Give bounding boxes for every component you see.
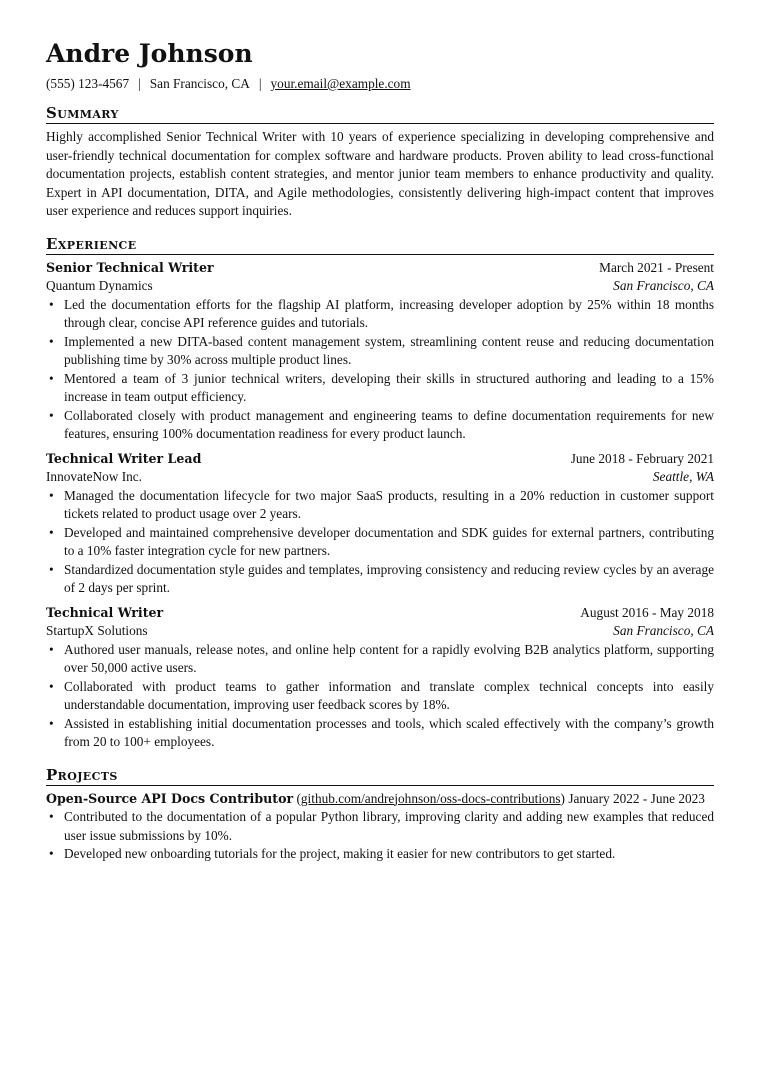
job-role: Technical Writer (46, 604, 164, 620)
contact-separator: | (138, 76, 141, 91)
project-header: Open-Source API Docs Contributor (github.com/andrejohnson/oss-docs-contributions) January 2022 - June 2023 (46, 790, 705, 806)
email-link[interactable]: your.email@example.com (270, 76, 411, 91)
resume-page (46, 40, 714, 864)
bullet-item: • Implemented a new DITA-based content management system, streamlining content reuse and reducing documentation publishing time by 30% across multiple product lines. (46, 333, 714, 370)
job-bullets (46, 487, 714, 598)
job-location: Seattle, WA (652, 469, 714, 484)
job-dates: August 2016 - May 2018 (580, 604, 714, 620)
contact-location: San Francisco, CA (149, 76, 250, 91)
bullet-item: • Authored user manuals, release notes, and online help content for a rapidly evolving B2B analytics platform, supporting over 50,000 active users. (46, 641, 714, 678)
job-entry (46, 604, 714, 752)
bullet-item: • Collaborated closely with product management and engineering teams to define documentation requirements for new features, ensuring 100% documentation readiness for every product launch. (46, 407, 714, 444)
job-location: San Francisco, CA (613, 623, 714, 638)
job-company: InnovateNow Inc. (46, 469, 142, 484)
job-company: Quantum Dynamics (46, 278, 153, 293)
bullet-item: • Managed the documentation lifecycle for two major SaaS products, resulting in a 20% reduction in customer support tickets related to product usage over 2 years. (46, 487, 714, 524)
summary-heading: Summary (46, 105, 714, 124)
summary-text: Highly accomplished Senior Technical Writer with 10 years of experience specializing in developing comprehensive and user-friendly technical documentation for complex software and hardware products. Proven ability to lead cross-functional documentation projects, establish content strategies, and mentor junior team members to enhance productivity and quality. Expert in API documentation, DITA, and Agile methodologies, consistently delivering high-impact content that improves user experience and reduces support inquiries. (46, 129, 714, 218)
contact-line (46, 75, 714, 93)
project-name: Open-Source API Docs Contributor (46, 790, 294, 806)
job-role: Senior Technical Writer (46, 259, 214, 275)
candidate-name: Andre Johnson (46, 39, 253, 68)
bullet-item: • Developed new onboarding tutorials for the project, making it easier for new contributors to get started. (46, 845, 714, 864)
project-bullets (46, 808, 714, 864)
bullet-item: • Led the documentation efforts for the flagship AI platform, increasing developer adoption by 25% within 18 months through clear, concise API reference guides and tutorials. (46, 296, 714, 333)
job-dates: June 2018 - February 2021 (570, 450, 714, 466)
job-location: San Francisco, CA (613, 278, 714, 293)
job-bullets (46, 296, 714, 444)
job-company: StartupX Solutions (46, 623, 148, 638)
job-entry (46, 259, 714, 444)
bullet-item: • Standardized documentation style guides and templates, improving consistency and reducing review cycles by an average of 2 days per sprint. (46, 561, 714, 598)
job-bullets (46, 641, 714, 752)
experience-heading: Experience (46, 236, 714, 255)
project-dates: January 2022 - June 2023 (568, 790, 705, 806)
job-entry (46, 450, 714, 598)
job-role: Technical Writer Lead (46, 450, 202, 466)
bullet-item: • Developed and maintained comprehensive developer documentation and SDK guides for external partners, contributing to a 10% faster integration cycle for new partners. (46, 524, 714, 561)
phone-number: (555) 123-4567 (46, 76, 130, 91)
project-link[interactable]: github.com/andrejohnson/oss-docs-contributions (300, 790, 561, 806)
projects-heading: Projects (46, 767, 714, 786)
job-dates: March 2021 - Present (599, 259, 714, 275)
contact-separator: | (258, 76, 262, 91)
bullet-item: • Contributed to the documentation of a popular Python library, improving clarity and adding new examples that reduced user issue submissions by 10%. (46, 808, 714, 845)
bullet-item: • Assisted in establishing initial documentation processes and tools, which scaled effectively with the company’s growth from 20 to 100+ employees. (46, 715, 714, 752)
bullet-item: • Collaborated with product teams to gather information and translate complex technical concepts into easily understandable documentation, improving user feedback scores by 18%. (46, 678, 714, 715)
bullet-item: • Mentored a team of 3 junior technical writers, developing their skills in structured authoring and leading to a 15% increase in team output efficiency. (46, 370, 714, 407)
